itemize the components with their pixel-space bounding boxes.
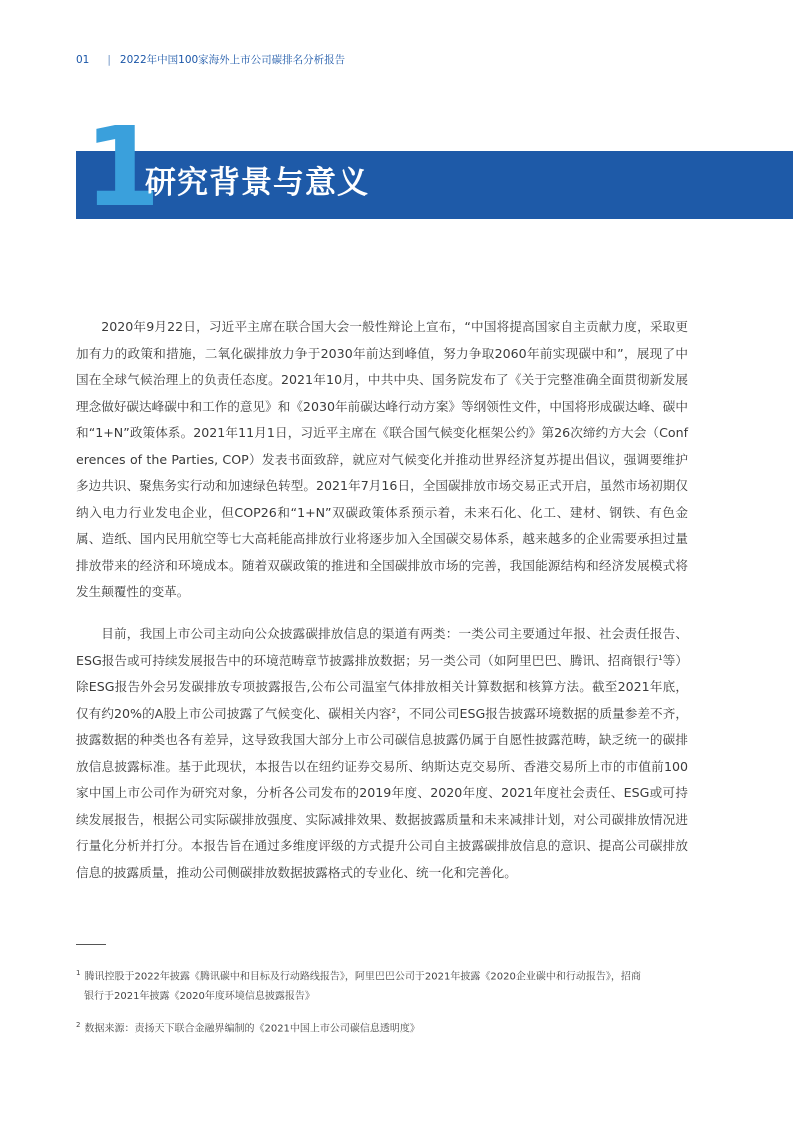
footnote-1-mark: 1	[76, 969, 81, 977]
page-number: 01	[76, 53, 90, 66]
running-header	[76, 52, 345, 67]
footnote-1	[76, 963, 688, 1007]
paragraph-2-part-c: ，不同公司ESG报告披露环境数据的质量参差不齐，披露数据的种类也各有差异，这导致我国大部分上市公司碳信息披露仍属于自愿性披露范畴，缺乏统一的碳排放信息披露标准。基于此现状，本报告以在纽约证券交易所、纳斯达克交易所、香港交易所上市的市值前100家中国上市公司作为研究对象，分析各公司发布的2019年度、2020年度、2021年度社会责任、ESG或可持续发展报告，根据公司实际碳排放强度、实际减排效果、数据披露质量和未来减排计划，对公司碳排放情况进行量化分析并打分。本报告旨在通过多维度评级的方式提升公司自主披露碳排放信息的意识、提高公司碳排放信息的披露质量，推动公司侧碳排放数据披露格式的专业化、统一化和完善化。	[76, 705, 688, 880]
footnote-ref-1[interactable]: 1	[658, 653, 663, 662]
paragraph-1: 2020年9月22日，习近平主席在联合国大会一般性辩论上宣布，“中国将提高国家自主贡献力度，采取更加有力的政策和措施，二氧化碳排放力争于2030年前达到峰值，努力争取2060年前实现碳中和”，展现了中国在全球气候治理上的负责任态度。2021年10月，中共中央、国务院发布了《关于完整准确全面贯彻新发展理念做好碳达峰碳中和工作的意见》和《2030年前碳达峰行动方案》等纲领性文件，中国将形成碳达峰、碳中和“1+N”政策体系。2021年11月1日，习近平主席在《联合国气候变化框架公约》第26次缔约方大会（Conferences of the Parties, COP）发表书面致辞，就应对气候变化并推动世界经济复苏提出倡议，强调要维护多边共识、聚焦务实行动和加速绿色转型。2021年7月16日，全国碳排放市场交易正式开启，虽然市场初期仅纳入电力行业发电企业，但COP26和“1+N”双碳政策体系预示着，未来石化、化工、建材、钢铁、有色金属、造纸、国内民用航空等七大高耗能高排放行业将逐步加入全国碳交易体系，越来越多的企业需要承担过量排放带来的经济和环境成本。随着双碳政策的推进和全国碳排放市场的完善，我国能源结构和经济发展模式将发生颠覆性的变革。	[76, 319, 688, 599]
section-title: 研究背景与意义	[145, 165, 369, 201]
section-number: 1	[84, 103, 157, 231]
header-separator: |	[107, 53, 111, 66]
footnote-ref-2[interactable]: 2	[391, 706, 397, 715]
paragraph-2-part-a: 目前，我国上市公司主动向公众披露碳排放信息的渠道有两类：一类公司主要通过年报、社会责任报告、ESG报告或可持续发展报告中的环境范畴章节披露排放数据；另一类公司（如阿里巴巴、腾讯、招商银行	[76, 626, 688, 668]
footnote-1-line-2: 银行于2021年披露《2020年度环境信息披露报告》	[84, 991, 315, 1003]
footnote-2-text: 数据来源：责扬天下联合金融界编制的《2021中国上市公司碳信息透明度》	[84, 1023, 420, 1035]
footnote-2	[76, 1015, 688, 1039]
footnote-2-mark: 2	[76, 1021, 81, 1029]
report-title: 2022年中国100家海外上市公司碳排名分析报告	[119, 54, 346, 66]
footnote-divider	[76, 944, 106, 945]
paragraph-2	[76, 621, 688, 886]
paragraph-2-part-b: 等）除ESG报告外会另发碳排放专项披露报告,公布公司温室气体排放相关计算数据和核算方法。截至2021年底，仅有约20%的A股上市公司披露了气候变化、碳相关内容	[76, 652, 688, 721]
footnote-1-line-1: 腾讯控股于2022年披露《腾讯碳中和目标及行动路线报告》，阿里巴巴公司于2021年披露《2020企业碳中和行动报告》，招商	[84, 971, 641, 983]
